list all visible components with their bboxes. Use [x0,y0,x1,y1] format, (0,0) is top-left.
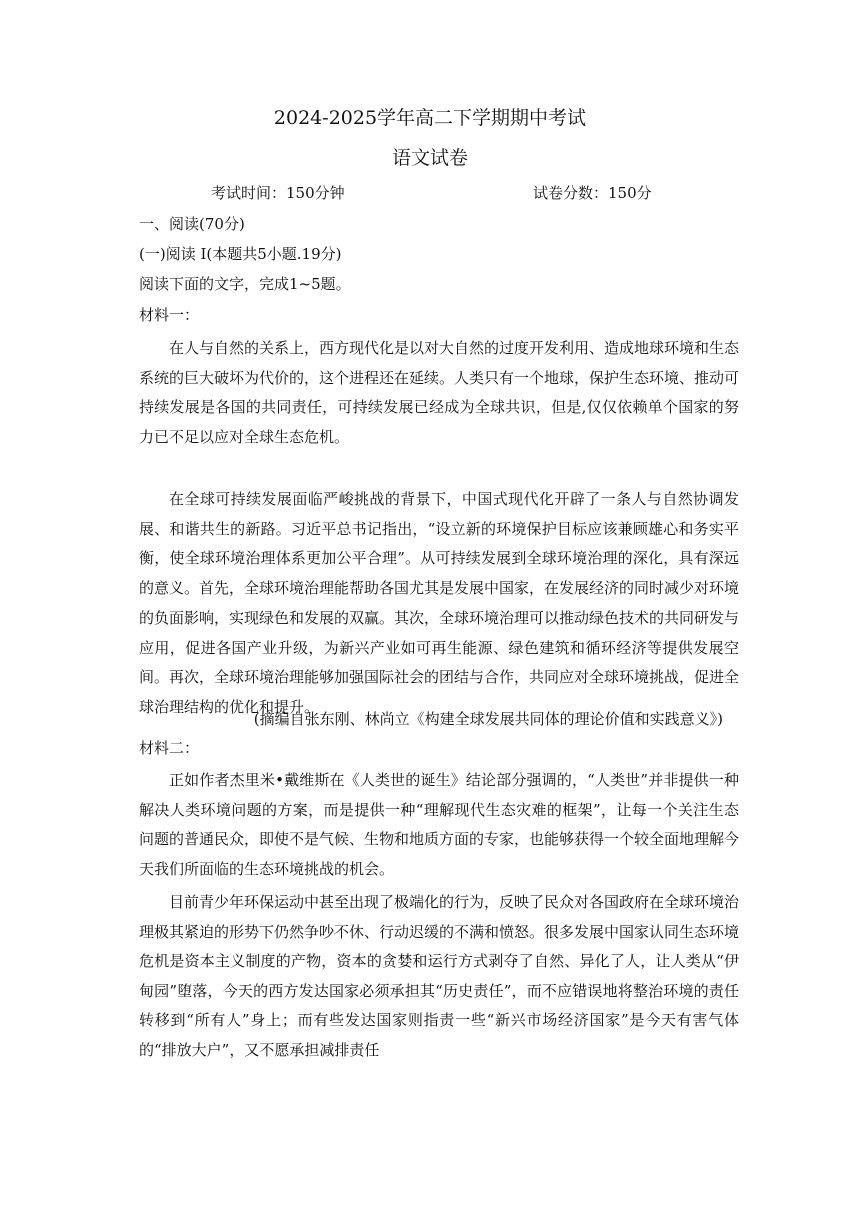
exam-time: 考试时间：150分钟 [211,184,345,202]
section-instruction: 阅读下面的文字，完成1~5题。 [139,275,351,293]
material-one-citation: (摘编自张东刚、林尚立《构建全球发展共同体的理论价值和实践意义》) [253,710,723,728]
exam-subtitle: 语文试卷 [391,147,468,169]
material-two-paragraph-2: 目前青少年环保运动中甚至出现了极端化的行为，反映了民众对各国政府在全球环境治理极其紧迫的形势下仍然争吵不休、行动迟缓的不满和愤怒。很多发展中国家认同生态环境危机是资本主义制度的产物，资本的贪婪和运行方式剥夺了自然、异化了人，让人类从“伊甸园”堕落，今天的西方发达国家必须承担其“历史责任”，而不应错误地将整治环境的责任转移到“所有人”身上；而有些发达国家则指责一些“新兴市场经济国家”是今天有害气体的“排放大户”，又不愿承担减排责任 [139,893,740,1059]
material-one-label: 材料一： [139,306,200,324]
material-two-paragraph-1: 正如作者杰里米•戴维斯在《人类世的诞生》结论部分强调的，“人类世”并非提供一种解决人类环境问题的方案，而是提供一种“理解现代生态灾难的框架”，让每一个关注生态问题的普通民众，即使不是气候、生物和地质方面的专家，也能够获得一个较全面地理解今天我们所面临的生态环境挑战的机会。 [139,771,740,878]
section-sub-heading: (一)阅读 I(本题共5小题.19分) [139,245,342,263]
exam-title: 2024-2025学年高二下学期期中考试 [273,107,587,129]
section-heading: 一、阅读(70分) [139,215,245,233]
material-one-paragraph-1: 在人与自然的关系上，西方现代化是以对大自然的过度开发利用、造成地球环境和生态系统的巨大破坏为代价的，这个进程还在延续。人类只有一个地球，保护生态环境、推动可持续发展是各国的共同责任，可持续发展已经成为全球共识，但是,仅仅依赖单个国家的努力已不足以应对全球生态危机。 [139,339,740,447]
material-two-label: 材料二： [139,739,200,757]
material-one-paragraph-2: 在全球可持续发展面临严峻挑战的背景下，中国式现代化开辟了一条人与自然协调发展、和谐共生的新路。习近平总书记指出，“设立新的环境保护目标应该兼顾雄心和务实平衡，使全球环境治理体系更加公平合理”。从可持续发展到全球环境治理的深化，具有深远的意义。首先，全球环境治理能帮助各国尤其是发展中国家，在发展经济的同时减少对环境的负面影响，实现绿色和发展的双赢。其次，全球环境治理可以推动绿色技术的共同研发与应用，促进各国产业升级，为新兴产业如可再生能源、绿色建筑和循环经济等提供发展空间。再次，全球环境治理能够加强国际社会的团结与合作，共同应对全球环境挑战，促进全球治理结构的优化和提升。 [139,490,740,716]
exam-score: 试卷分数：150分 [533,184,652,202]
